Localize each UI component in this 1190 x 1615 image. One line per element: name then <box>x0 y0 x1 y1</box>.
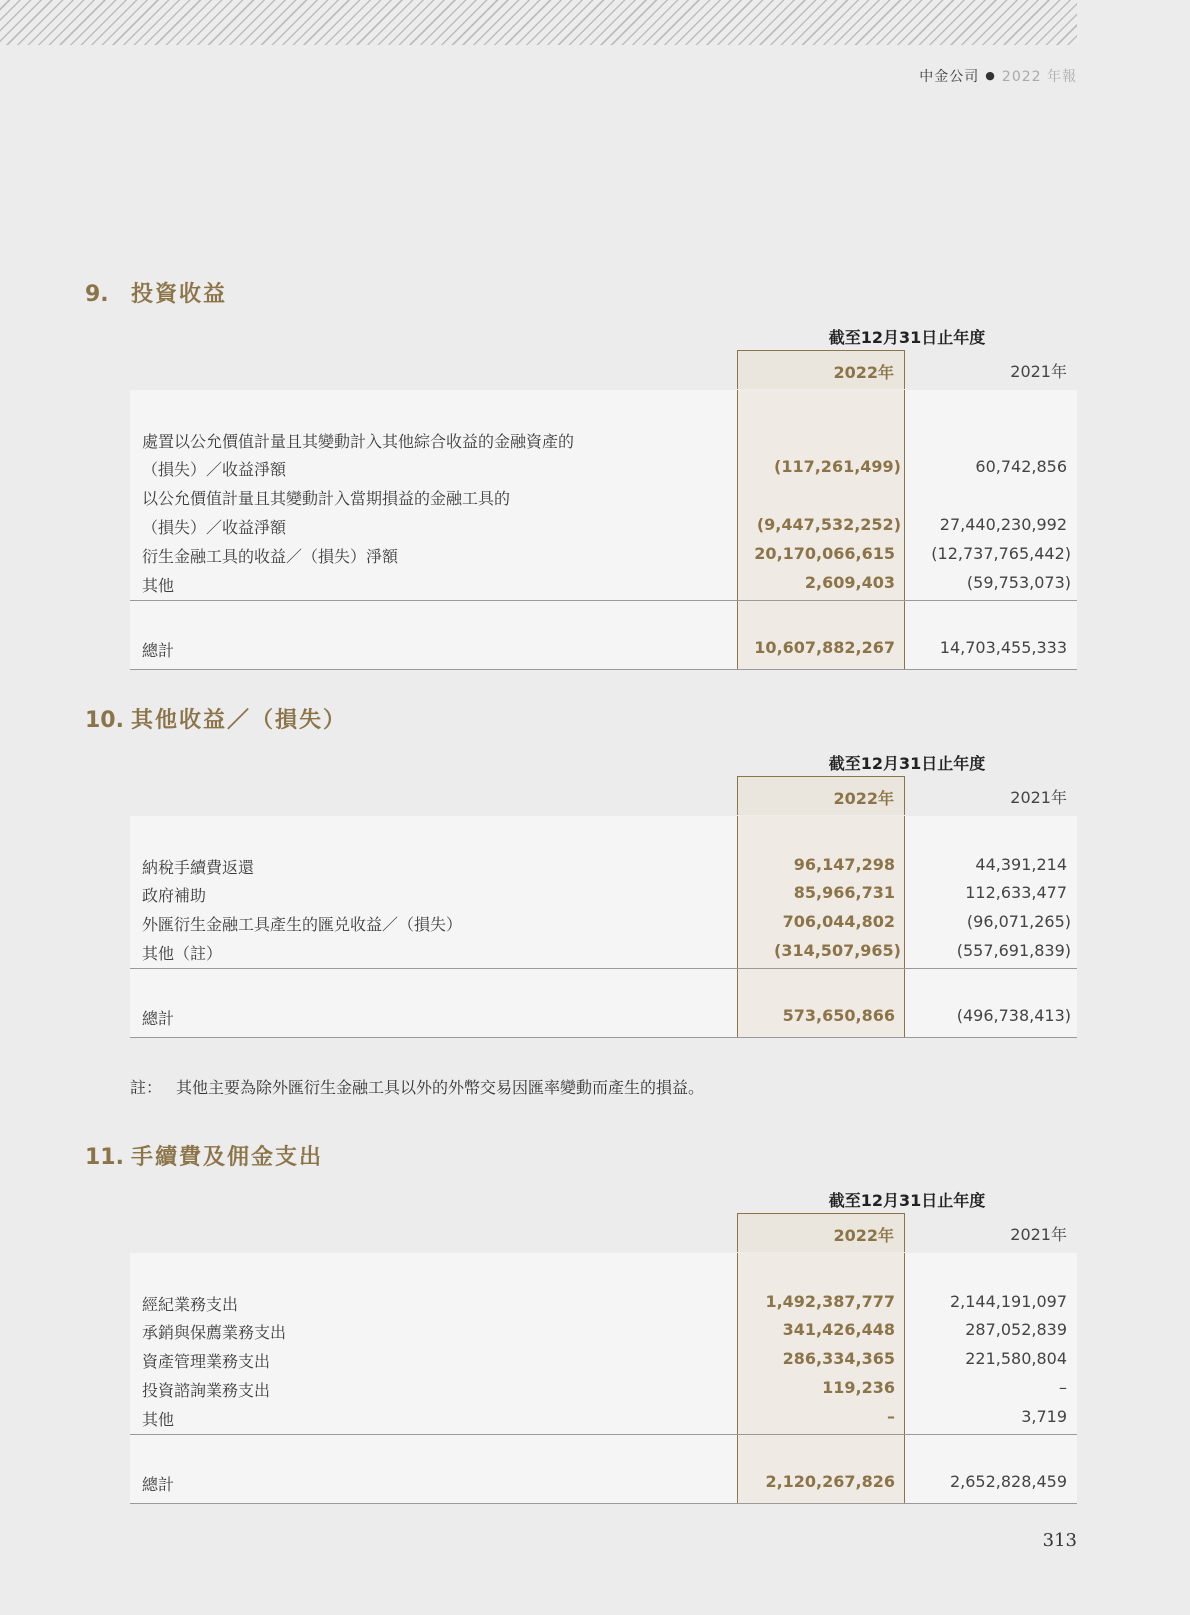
table-row: 衍生金融工具的收益／（損失）淨額 20,170,066,615 (12,737,765,442) <box>142 544 1071 566</box>
table-row: 經紀業務支出 1,492,387,777 2,144,191,097 <box>142 1292 1067 1314</box>
table-body <box>130 390 1077 670</box>
table-row: （損失）／收益淨額 (117,261,499) 60,742,856 <box>142 457 1067 479</box>
table-row: 政府補助 85,966,731 112,633,477 <box>142 883 1067 905</box>
table-row: 外匯衍生金融工具產生的匯兑收益／（損失） 706,044,802 (96,071,265) <box>142 912 1071 934</box>
total-row: 總計 10,607,882,267 14,703,455,333 <box>142 638 1067 660</box>
year-2021-header: 2021年 <box>1010 362 1067 381</box>
section-9-title <box>85 277 227 308</box>
section-10-title <box>85 703 347 734</box>
table-row: （損失）／收益淨額 (9,447,532,252) 27,440,230,992 <box>142 515 1067 537</box>
year-2022-header: 2022年 <box>737 350 905 389</box>
year-2022-header: 2022年 <box>737 776 905 815</box>
year-header-row <box>130 776 1077 817</box>
period-caption: 截至12月31日止年度 <box>828 754 986 773</box>
table-row: 投資諮詢業務支出 119,236 – <box>142 1378 1067 1400</box>
table-row: 納稅手續費返還 96,147,298 44,391,214 <box>142 855 1067 877</box>
header-hatch-band <box>0 0 1077 45</box>
section-heading: 其他收益／（損失） <box>131 708 348 733</box>
section-heading: 手續費及佣金支出 <box>131 1145 324 1170</box>
bullet-separator: ● <box>985 69 996 82</box>
year-2021-header: 2021年 <box>1010 788 1067 807</box>
table-row: 承銷與保薦業務支出 341,426,448 287,052,839 <box>142 1320 1067 1342</box>
section-number: 9. <box>85 282 109 307</box>
table-row: 處置以公允價值計量且其變動計入其他綜合收益的金融資產的 <box>142 432 575 451</box>
page-number: 313 <box>1042 1530 1077 1551</box>
table-body <box>130 816 1077 1038</box>
section-number: 11. <box>85 1145 124 1170</box>
table-row: 其他 2,609,403 (59,753,073) <box>142 573 1071 595</box>
period-caption: 截至12月31日止年度 <box>828 328 986 347</box>
footnote <box>130 1075 704 1098</box>
year-header-row <box>130 350 1077 391</box>
footnote-tag: 註： <box>130 1078 163 1097</box>
table-row: 其他 – 3,719 <box>142 1407 1067 1429</box>
year-2022-header: 2022年 <box>737 1213 905 1252</box>
page-header <box>919 66 1077 86</box>
table-row: 以公允價值計量且其變動計入當期損益的金融工具的 <box>142 489 511 508</box>
year-2021-header: 2021年 <box>1010 1225 1067 1244</box>
table-body <box>130 1253 1077 1504</box>
section-heading: 投資收益 <box>131 282 228 307</box>
total-row: 總計 2,120,267,826 2,652,828,459 <box>142 1472 1067 1494</box>
section-11-title <box>85 1140 323 1171</box>
year-header-row <box>130 1213 1077 1254</box>
report-year: 2022 年報 <box>1001 69 1077 85</box>
total-row: 總計 573,650,866 (496,738,413) <box>142 1006 1071 1028</box>
table-row: 資產管理業務支出 286,334,365 221,580,804 <box>142 1349 1067 1371</box>
footnote-text: 其他主要為除外匯衍生金融工具以外的外幣交易因匯率變動而產生的損益。 <box>176 1078 705 1097</box>
period-caption: 截至12月31日止年度 <box>828 1191 986 1210</box>
table-row: 其他（註） (314,507,965) (557,691,839) <box>142 941 1071 963</box>
company-name: 中金公司 <box>919 69 980 85</box>
section-number: 10. <box>85 708 124 733</box>
